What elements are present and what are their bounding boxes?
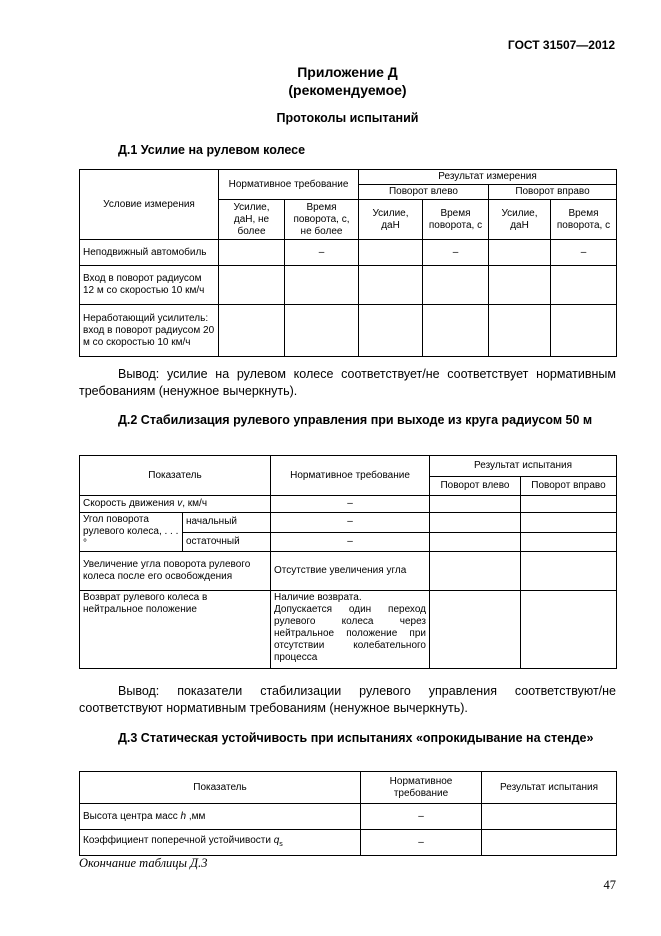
table-row [80, 513, 617, 533]
cell-empty [219, 266, 285, 305]
row-label-center-of-mass-height: Высота центра масс h ,мм [80, 804, 361, 830]
subscript-s: s [279, 840, 283, 848]
cell-empty [285, 305, 359, 357]
col-header-norm: Нормативное требование [271, 456, 430, 496]
cell-dash: – [361, 830, 482, 856]
cell-empty [219, 305, 285, 357]
cell-empty [521, 532, 617, 552]
section-2-title: Д.2 Стабилизация рулевого управления при выходе из круга радиусом 50 м [118, 413, 593, 427]
cell-empty [482, 830, 617, 856]
section-2-conclusion: Вывод: показатели стабилизации рулевого управления соответствуют/не соответствуют нормативным требованиям (ненужное вычеркнуть). [79, 684, 616, 715]
cell-empty [489, 240, 551, 266]
col-header-indicator: Показатель [80, 456, 271, 496]
cell-dash: – [285, 240, 359, 266]
col-header-left-turn: Поворот влево [430, 477, 521, 496]
table-row [80, 591, 617, 669]
cell-empty [489, 266, 551, 305]
col-header-result: Результат испытания [482, 772, 617, 804]
col-header-left-turn: Поворот влево [359, 185, 489, 200]
page-number: 47 [603, 878, 616, 892]
cell-empty [521, 513, 617, 533]
steering-force-table [79, 169, 617, 357]
cell-empty [430, 513, 521, 533]
table-row [80, 804, 617, 830]
col-header-result: Результат измерения [359, 170, 617, 185]
cell-increase-norm: Отсутствие увеличения угла [271, 552, 430, 591]
cell-empty [359, 266, 423, 305]
cell-dash: – [271, 532, 430, 552]
cell-empty [423, 266, 489, 305]
table-row [80, 496, 617, 513]
variable-q: q [273, 834, 280, 846]
col-header-norm: Нормативное требование [219, 170, 359, 200]
section-3-title: Д.3 Статическая устойчивость при испытаниях «опрокидывание на стенде» [118, 731, 594, 745]
section-1-conclusion: Вывод: усилие на рулевом колесе соответствует/не соответствует нормативным требованиям (ненужное вычеркнуть). [79, 367, 616, 398]
col-header-indicator: Показатель [80, 772, 361, 804]
static-stability-table [79, 771, 617, 856]
stabilization-table [79, 455, 617, 669]
cell-empty [430, 532, 521, 552]
section-1-title: Д.1 Усилие на рулевом колесе [118, 143, 306, 157]
row-label-turn-12m: Вход в поворот радиусом 12 м со скоростью 10 км/ч [80, 266, 219, 305]
cell-empty [430, 552, 521, 591]
col-header-force-left: Усилие, даН [359, 200, 423, 240]
table-row [80, 266, 617, 305]
row-label-neutral-return: Возврат рулевого колеса в нейтральное положение [80, 591, 271, 669]
appendix-title: Приложение Д [297, 64, 398, 80]
cell-empty [521, 591, 617, 669]
col-header-time-limit: Время поворота, с, не более [285, 200, 359, 240]
cell-empty [430, 496, 521, 513]
cell-empty [489, 305, 551, 357]
cell-dash: – [551, 240, 617, 266]
row-sublabel-residual: остаточный [183, 532, 271, 552]
cell-dash: – [271, 496, 430, 513]
row-label-speed: Скорость движения v, км/ч [80, 496, 271, 513]
table-continuation-note: Окончание таблицы Д.3 [79, 856, 208, 870]
variable-v: v [177, 498, 183, 509]
cell-dash: – [361, 804, 482, 830]
row-sublabel-initial: начальный [183, 513, 271, 533]
cell-empty [521, 496, 617, 513]
cell-empty [359, 305, 423, 357]
cell-empty [423, 305, 489, 357]
col-header-condition: Условие измерения [80, 170, 219, 240]
cell-empty [219, 240, 285, 266]
col-header-force-limit: Усилие, даН, не более [219, 200, 285, 240]
cell-dash: – [423, 240, 489, 266]
row-label-angle-increase: Увеличение угла поворота рулевого колеса после его освобождения [80, 552, 271, 591]
table-row [80, 552, 617, 591]
col-header-time-right: Время поворота, с [551, 200, 617, 240]
col-header-time-left: Время поворота, с [423, 200, 489, 240]
cell-empty [359, 240, 423, 266]
table-row [80, 305, 617, 357]
table-row [80, 830, 617, 856]
cell-dash: – [271, 513, 430, 533]
cell-empty [285, 266, 359, 305]
cell-empty [551, 266, 617, 305]
col-header-norm: Нормативное требование [361, 772, 482, 804]
row-label-booster-off: Неработающий усилитель: вход в поворот радиусом 20 м со скоростью 10 км/ч [80, 305, 219, 357]
cell-empty [521, 552, 617, 591]
cell-empty [482, 804, 617, 830]
variable-h: h [180, 810, 187, 822]
col-header-right-turn: Поворот вправо [521, 477, 617, 496]
cell-empty [551, 305, 617, 357]
cell-return-norm: Наличие возврата. Допускается один переход рулевого колеса через нейтральное положение при отсутствии колебательного процесса [271, 591, 430, 669]
row-label-wheel-angle: Угол поворота рулевого колеса, . . . ° [80, 513, 183, 552]
document-code: ГОСТ 31507—2012 [507, 38, 615, 52]
col-header-force-right: Усилие, даН [489, 200, 551, 240]
row-label-stationary: Неподвижный автомобиль [80, 240, 219, 266]
appendix-subtitle: (рекомендуемое) [288, 82, 407, 98]
row-label-stability-coefficient: Коэффициент поперечной устойчивости $q_s$ [80, 830, 361, 856]
protocols-heading: Протоколы испытаний [276, 111, 419, 125]
col-header-right-turn: Поворот вправо [489, 185, 617, 200]
table-row [80, 240, 617, 266]
cell-empty [430, 591, 521, 669]
col-header-result: Результат испытания [430, 456, 617, 477]
